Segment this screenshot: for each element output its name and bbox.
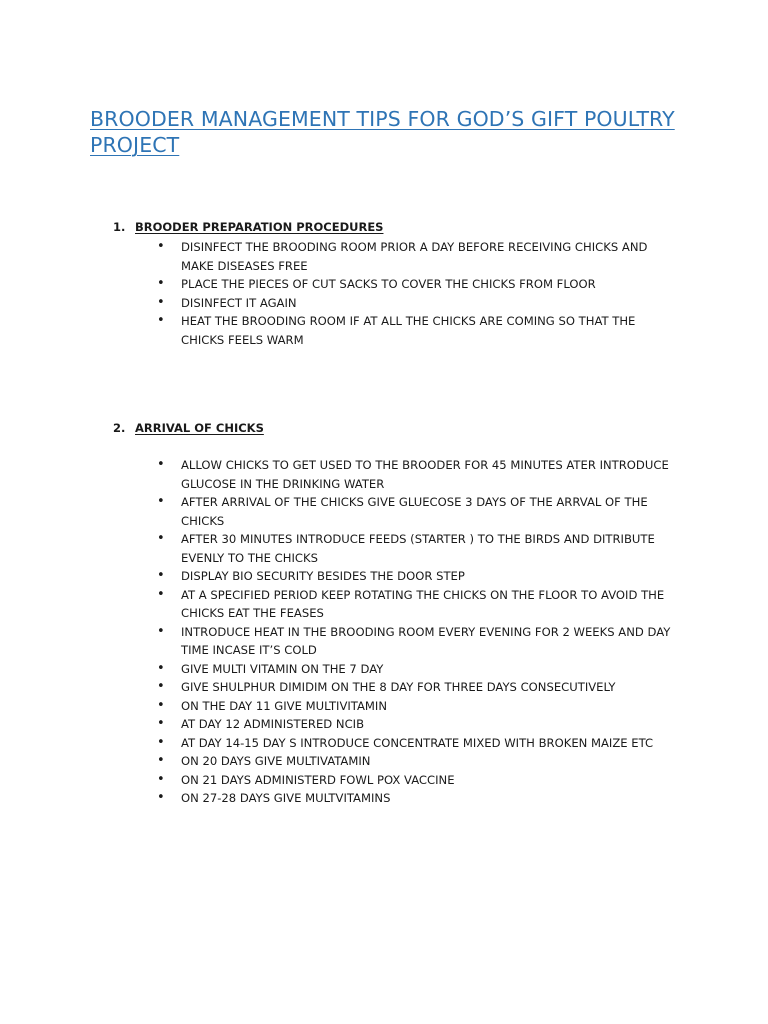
list-item: • AT A SPECIFIED PERIOD KEEP ROTATING THE CHICKS ON THE FLOOR TO AVOID THE CHICKS EAT THE FEASES	[157, 586, 665, 620]
list-item: • PLACE THE PIECES OF CUT SACKS TO COVER THE CHICKS FROM FLOOR	[157, 276, 596, 291]
list-item: • DISINFECT THE BROODING ROOM PRIOR A DAY BEFORE RECEIVING CHICKS AND MAKE DISEASES FREE	[157, 239, 648, 273]
section-number: 2.	[113, 421, 126, 435]
section-number: 1.	[113, 220, 126, 234]
bullet-icon: •	[157, 716, 165, 731]
bullet-icon: •	[157, 294, 165, 310]
bullet-icon: •	[157, 494, 165, 509]
bullet-icon: •	[157, 679, 165, 694]
list-item: • HEAT THE BROODING ROOM IF AT ALL THE CHICKS ARE COMING SO THAT THE CHICKS FEELS WARM	[157, 313, 636, 347]
bullet-icon: •	[157, 753, 165, 768]
list-item: • ON THE DAY 11 GIVE MULTIVITAMIN	[157, 697, 388, 713]
section-heading-brooder-preparation	[113, 220, 383, 234]
document-title: BROODER MANAGEMENT TIPS FOR GOD’S GIFT POULTRY PROJECT	[90, 107, 675, 157]
bullet-icon: •	[157, 313, 165, 328]
list-item: • ON 27-28 DAYS GIVE MULTVITAMINS	[157, 790, 391, 805]
list-item: • AFTER ARRIVAL OF THE CHICKS GIVE GLUECOSE 3 DAYS OF THE ARRVAL OF THE CHICKS	[157, 494, 648, 528]
bullet-icon: •	[157, 276, 165, 291]
bullet-icon: •	[157, 697, 165, 713]
list-item: • AT DAY 12 ADMINISTERED NCIB	[157, 716, 365, 731]
section-title: ARRIVAL OF CHICKS	[135, 421, 264, 435]
bullet-icon: •	[157, 660, 165, 676]
list-item: • ALLOW CHICKS TO GET USED TO THE BROODER FOR 45 MINUTES ATER INTRODUCE GLUCOSE IN THE DRINKING WATER	[157, 457, 669, 491]
bullet-icon: •	[157, 623, 165, 639]
list-item: • GIVE MULTI VITAMIN ON THE 7 DAY	[157, 660, 384, 676]
bullet-icon: •	[157, 531, 165, 546]
bullet-icon: •	[157, 457, 165, 472]
list-item: • INTRODUCE HEAT IN THE BROODING ROOM EVERY EVENING FOR 2 WEEKS AND DAY TIME INCASE IT’S COLD	[157, 623, 671, 657]
bullet-icon: •	[157, 790, 165, 805]
list-item: • DISINFECT IT AGAIN	[157, 294, 297, 310]
bullet-icon: •	[157, 568, 165, 583]
list-item: • GIVE SHULPHUR DIMIDIM ON THE 8 DAY FOR THREE DAYS CONSECUTIVELY	[157, 679, 616, 694]
bullet-icon: •	[157, 586, 165, 602]
list-item: • DISPLAY BIO SECURITY BESIDES THE DOOR STEP	[157, 568, 465, 583]
bullet-list-brooder-preparation	[0, 238, 671, 349]
section-heading-arrival-of-chicks	[113, 421, 264, 435]
bullet-list-arrival-of-chicks	[0, 456, 671, 808]
list-item: • ON 21 DAYS ADMINISTERD FOWL POX VACCINE	[157, 771, 455, 787]
section-title: BROODER PREPARATION PROCEDURES	[135, 220, 384, 234]
list-item: • AFTER 30 MINUTES INTRODUCE FEEDS (STARTER ) TO THE BIRDS AND DITRIBUTE EVENLY TO THE CHICKS	[157, 531, 655, 565]
bullet-icon: •	[157, 771, 165, 787]
list-item: • AT DAY 14-15 DAY S INTRODUCE CONCENTRATE MIXED WITH BROKEN MAIZE ETC	[157, 734, 654, 750]
list-item: • ON 20 DAYS GIVE MULTIVATAMIN	[157, 753, 371, 768]
bullet-icon: •	[157, 734, 165, 750]
bullet-icon: •	[157, 239, 165, 254]
